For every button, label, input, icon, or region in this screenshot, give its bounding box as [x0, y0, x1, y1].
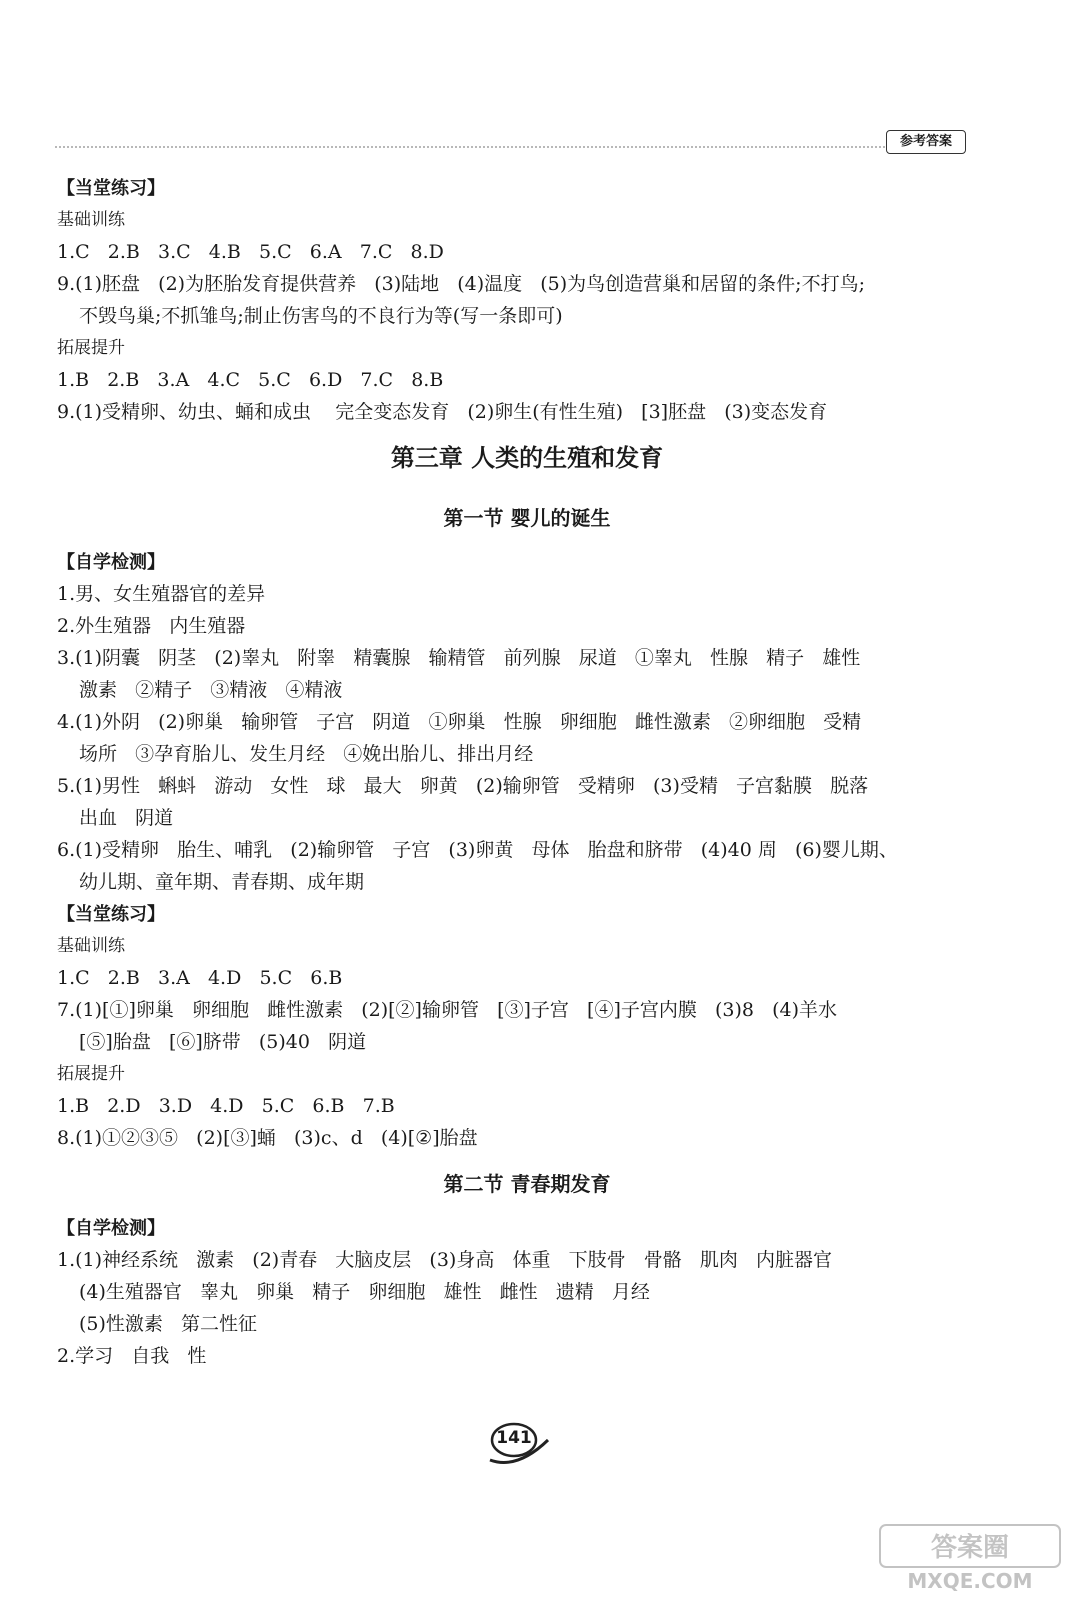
answer-line: (4)生殖器官 睾丸 卵巢 精子 卵细胞 雄性 雌性 遗精 月经: [79, 1281, 650, 1303]
answer-line: 场所 ③孕育胎儿、发生月经 ④娩出胎儿、排出月经: [79, 743, 534, 765]
answer-line: 【当堂练习】: [57, 178, 165, 199]
page-number-badge: [482, 1420, 552, 1466]
answer-line: 1.C 2.B 3.A 4.D 5.C 6.B: [57, 967, 343, 989]
answer-line: 拓展提升: [57, 338, 125, 358]
answer-line: 2.外生殖器 内生殖器: [57, 615, 246, 637]
answer-line: 6.(1)受精卵 胎生、哺乳 (2)输卵管 子宫 (3)卵黄 母体 胎盘和脐带 (4)40 周 (6)婴儿期、: [57, 839, 898, 861]
header-divider: [55, 146, 885, 148]
answer-line: 基础训练: [57, 936, 125, 956]
header-label: 参考答案: [886, 130, 966, 154]
answer-content: [57, 173, 997, 1373]
page-number: 141: [496, 1428, 532, 1448]
block-section-2: [57, 1213, 997, 1373]
answer-line: 1.(1)神经系统 激素 (2)青春 大脑皮层 (3)身高 体重 下肢骨 骨骼 肌肉 内脏器官: [57, 1249, 832, 1271]
answer-line: 【自学检测】: [57, 552, 165, 573]
answer-line: 出血 阴道: [79, 807, 174, 829]
answer-line: [⑤]胎盘 [⑥]脐带 (5)40 阴道: [79, 1031, 367, 1053]
answer-line: 3.(1)阴囊 阴茎 (2)睾丸 附睾 精囊腺 输精管 前列腺 尿道 ①睾丸 性腺 精子 雄性: [57, 647, 861, 669]
answer-line: 【自学检测】: [57, 1218, 165, 1239]
section-title-1: 第一节 婴儿的诞生: [443, 506, 611, 530]
answer-line: 不毁鸟巢;不抓雏鸟;制止伤害鸟的不良行为等(写一条即可): [79, 305, 563, 327]
answer-line: (5)性激素 第二性征: [79, 1313, 258, 1335]
watermark-logo: [870, 1520, 1070, 1595]
answer-line: 9.(1)受精卵、幼虫、蛹和成虫 完全变态发育 (2)卵生(有性生殖) [3]胚盘 (3)变态发育: [57, 401, 828, 423]
chapter-title: 第三章 人类的生殖和发育: [390, 444, 664, 472]
answer-line: 激素 ②精子 ③精液 ④精液: [79, 679, 343, 701]
answer-line: 2.学习 自我 性: [57, 1345, 207, 1367]
answer-line: 4.(1)外阴 (2)卵巢 输卵管 子宫 阴道 ①卵巢 性腺 卵细胞 雌性激素 ②卵细胞 受精: [57, 711, 862, 733]
answer-line: 拓展提升: [57, 1064, 125, 1084]
answer-line: 基础训练: [57, 210, 125, 230]
answer-line: 【当堂练习】: [57, 904, 165, 925]
answer-line: 1.B 2.B 3.A 4.C 5.C 6.D 7.C 8.B: [57, 369, 444, 391]
block-section-1: [57, 547, 997, 1155]
answer-line: 8.(1)①②③⑤ (2)[③]蛹 (3)c、d (4)[②]胎盘: [57, 1127, 478, 1149]
answer-line: 1.B 2.D 3.D 4.D 5.C 6.B 7.B: [57, 1095, 395, 1117]
answer-line: 1.C 2.B 3.C 4.B 5.C 6.A 7.C 8.D: [57, 241, 444, 263]
answer-line: 7.(1)[①]卵巢 卵细胞 雌性激素 (2)[②]输卵管 [③]子宫 [④]子宫内膜 (3)8 (4)羊水: [57, 999, 838, 1021]
section-title-2: 第二节 青春期发育: [443, 1172, 611, 1196]
answer-line: 幼儿期、童年期、青春期、成年期: [79, 871, 365, 893]
answer-line: 5.(1)男性 蝌蚪 游动 女性 球 最大 卵黄 (2)输卵管 受精卵 (3)受精 子宫黏膜 脱落: [57, 775, 869, 797]
answer-line: 9.(1)胚盘 (2)为胚胎发育提供营养 (3)陆地 (4)温度 (5)为鸟创造营巢和居留的条件;不打鸟;: [57, 273, 865, 295]
svg-text:答案圈: 答案圈: [930, 1533, 1010, 1563]
answer-line: 1.男、女生殖器官的差异: [57, 583, 266, 605]
svg-text:MXQE.COM: MXQE.COM: [907, 1569, 1033, 1593]
block-previous-chapter: [57, 173, 997, 429]
